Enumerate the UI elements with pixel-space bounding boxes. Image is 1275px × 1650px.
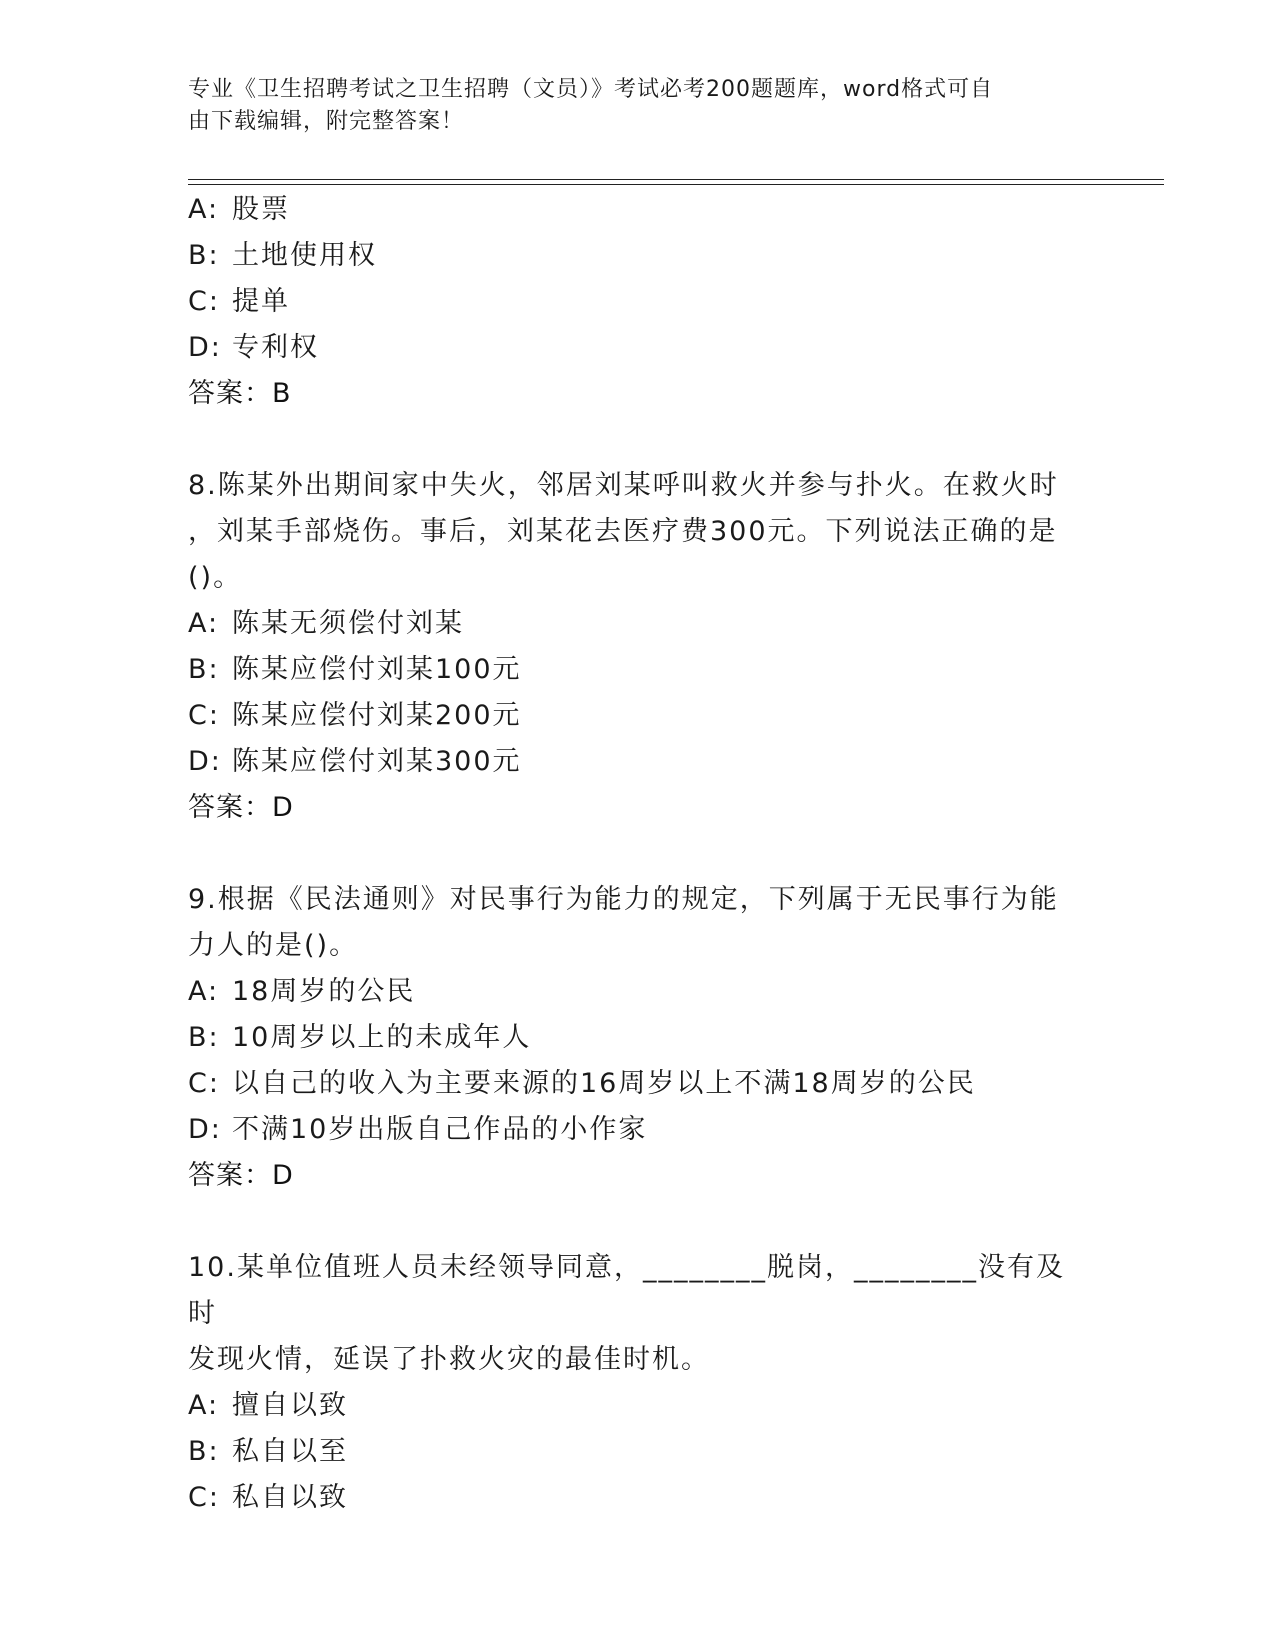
option-a: A: 陈某无须偿付刘某: [188, 608, 464, 639]
option-c: C: 以自己的收入为主要来源的16周岁以上不满18周岁的公民: [188, 1068, 976, 1099]
option-a: A: 股票: [188, 194, 290, 225]
question-8: [188, 463, 1088, 831]
option-d: D: 陈某应偿付刘某300元: [188, 746, 522, 777]
question-text: 8.陈某外出期间家中失火，邻居刘某呼叫救火并参与扑火。在救火时 ，刘某手部烧伤。事后，刘某花去医疗费300元。下列说法正确的是 ()。: [188, 470, 1059, 593]
option-b: B: 私自以至: [188, 1436, 348, 1467]
option-a: A: 擅自以致: [188, 1390, 348, 1421]
answer-line: 答案：D: [188, 1160, 294, 1191]
option-d: D: 专利权: [188, 332, 319, 363]
answer-line: 答案：D: [188, 792, 294, 823]
question-10: [188, 1245, 1088, 1521]
answer-line: 答案：B: [188, 378, 292, 409]
header-divider-bottom: [188, 184, 1164, 185]
header-line-2: 由下载编辑，附完整答案！: [188, 109, 465, 134]
option-b: B: 陈某应偿付刘某100元: [188, 654, 522, 685]
option-c: C: 私自以致: [188, 1482, 348, 1513]
option-b: B: 10周岁以上的未成年人: [188, 1022, 532, 1053]
question-text: 9.根据《民法通则》对民事行为能力的规定，下列属于无民事行为能 力人的是()。: [188, 884, 1059, 961]
option-c: C: 陈某应偿付刘某200元: [188, 700, 522, 731]
spacer: [188, 1199, 1088, 1245]
question-list: [188, 187, 1088, 1521]
document-header: [188, 74, 1068, 138]
option-d: D: 不满10岁出版自己作品的小作家: [188, 1114, 648, 1145]
option-a: A: 18周岁的公民: [188, 976, 416, 1007]
option-b: B: 土地使用权: [188, 240, 377, 271]
question-text: 10.某单位值班人员未经领导同意，________脱岗，________没有及时 发现火情，延误了扑救火灾的最佳时机。: [188, 1252, 1065, 1375]
option-c: C: 提单: [188, 286, 290, 317]
header-line-1: 专业《卫生招聘考试之卫生招聘（文员）》考试必考200题题库，word格式可自: [188, 77, 994, 102]
question-7: [188, 187, 1088, 417]
spacer: [188, 417, 1088, 463]
question-9: [188, 877, 1088, 1199]
spacer: [188, 831, 1088, 877]
header-divider-top: [188, 179, 1164, 180]
